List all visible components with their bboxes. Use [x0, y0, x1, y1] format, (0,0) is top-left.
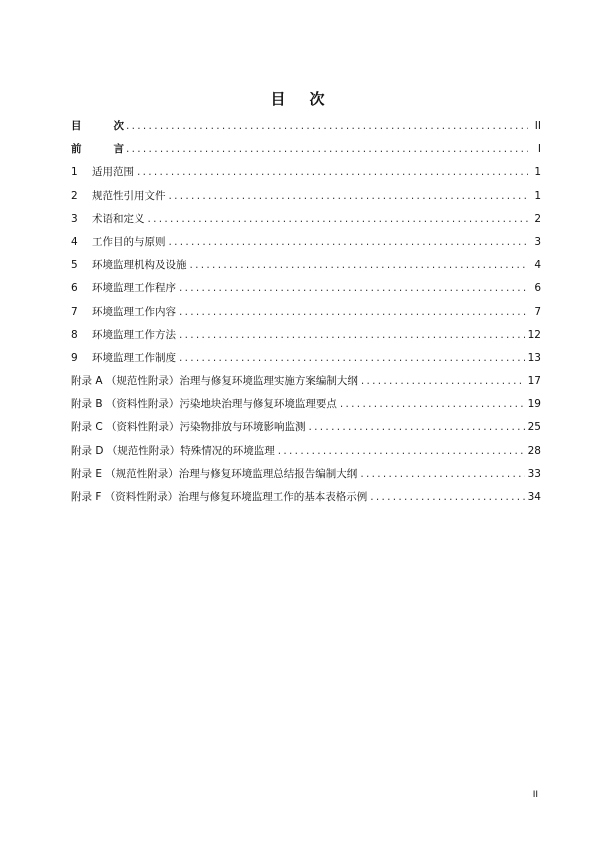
dot-leader: [360, 463, 524, 486]
dot-leader: [370, 486, 524, 509]
dot-leader: [179, 347, 525, 370]
toc-page-number: 7: [534, 305, 541, 318]
dot-leader: [148, 208, 529, 231]
toc-appendix-d[interactable]: [71, 440, 541, 463]
dot-leader: [179, 324, 525, 347]
dot-leader: [361, 370, 525, 393]
toc-page-number: 33: [527, 467, 541, 480]
toc-entry[interactable]: [71, 208, 541, 231]
toc-title-char-2: 次: [309, 90, 325, 108]
toc-entry[interactable]: [71, 161, 541, 184]
toc-entry-number: 4: [71, 235, 78, 248]
toc-page-number: 17: [527, 375, 541, 388]
toc-entry[interactable]: [71, 254, 541, 277]
dot-leader: [169, 185, 529, 208]
dot-leader: [126, 138, 528, 161]
toc-entry-label: 附录 D （规范性附录）特殊情况的环境监理: [71, 444, 275, 457]
dot-leader: [190, 254, 529, 277]
toc-appendix-c[interactable]: [71, 416, 541, 439]
toc-entry-number: 7: [71, 305, 78, 318]
toc-page-number: II: [534, 120, 541, 132]
toc-page-number: 34: [527, 491, 541, 503]
dot-leader: [169, 231, 529, 254]
toc-entry-label: 附录 B （资料性附录）污染地块治理与修复环境监理要点: [71, 398, 337, 411]
toc-entry-label: 附录 A （规范性附录）治理与修复环境监理实施方案编制大纲: [71, 375, 358, 388]
toc-entry-label: 附录 E （规范性附录）治理与修复环境监理总结报告编制大纲: [71, 467, 358, 480]
dot-leader: [309, 416, 525, 439]
toc-title: [0, 88, 595, 109]
toc-entry-label: 附录 C （资料性附录）污染物排放与环境影响监测: [71, 421, 306, 434]
toc-entry-label: 环境监理工作内容: [92, 305, 176, 318]
toc-entry-number: 5: [71, 259, 78, 272]
dot-leader: [340, 393, 525, 416]
footer-page-number: II: [532, 790, 538, 800]
table-of-contents: [71, 115, 541, 509]
dot-leader: [126, 115, 528, 138]
toc-appendix-e[interactable]: [71, 463, 541, 486]
toc-entry-label: 环境监理工作程序: [92, 282, 176, 295]
toc-page-number: 28: [527, 444, 541, 457]
toc-page-number: 1: [534, 189, 541, 202]
dot-leader: [179, 301, 528, 324]
toc-entry-label: 附录 F （资料性附录）治理与修复环境监理工作的基本表格示例: [71, 491, 368, 503]
toc-entry-number: 9: [71, 351, 78, 364]
toc-entry[interactable]: [71, 231, 541, 254]
toc-entry-foreword[interactable]: [71, 138, 541, 161]
dot-leader: [278, 440, 525, 463]
toc-page-number: 3: [534, 235, 541, 248]
toc-entry-label: 规范性引用文件: [92, 189, 166, 202]
toc-entry-number: 2: [71, 189, 78, 202]
toc-entry-number: 8: [71, 328, 78, 341]
toc-page-number: 2: [534, 212, 541, 225]
toc-entry[interactable]: [71, 277, 541, 300]
dot-leader: [179, 277, 528, 300]
toc-entry[interactable]: [71, 347, 541, 370]
toc-page-number: 25: [527, 421, 541, 434]
toc-entry-label: 适用范围: [92, 166, 134, 179]
toc-appendix-b[interactable]: [71, 393, 541, 416]
toc-page-number: I: [537, 143, 541, 156]
toc-entry[interactable]: [71, 301, 541, 324]
toc-title-char-1: 目: [270, 90, 286, 108]
toc-page-number: 12: [527, 328, 541, 341]
toc-entry-number: 3: [71, 212, 78, 225]
toc-entry-label: 目 次: [71, 120, 124, 132]
dot-leader: [137, 161, 528, 184]
toc-entry-label: 环境监理机构及设施: [92, 259, 187, 272]
toc-appendix-a[interactable]: [71, 370, 541, 393]
toc-entry-number: 6: [71, 282, 78, 295]
toc-entry-number: 1: [71, 166, 78, 179]
toc-entry-label: 环境监理工作方法: [92, 328, 176, 341]
toc-entry-label: 工作目的与原则: [92, 235, 166, 248]
toc-page-number: 13: [527, 351, 541, 364]
toc-entry-contents[interactable]: [71, 115, 541, 138]
toc-entry-label: 环境监理工作制度: [92, 351, 176, 364]
toc-entry[interactable]: [71, 324, 541, 347]
toc-entry[interactable]: [71, 185, 541, 208]
toc-page-number: 6: [534, 282, 541, 295]
toc-entry-label: 前 言: [71, 143, 124, 156]
toc-page-number: 4: [534, 259, 541, 272]
toc-page-number: 1: [534, 166, 541, 179]
toc-appendix-f[interactable]: [71, 486, 541, 509]
toc-entry-label: 术语和定义: [92, 212, 145, 225]
toc-page-number: 19: [527, 398, 541, 411]
